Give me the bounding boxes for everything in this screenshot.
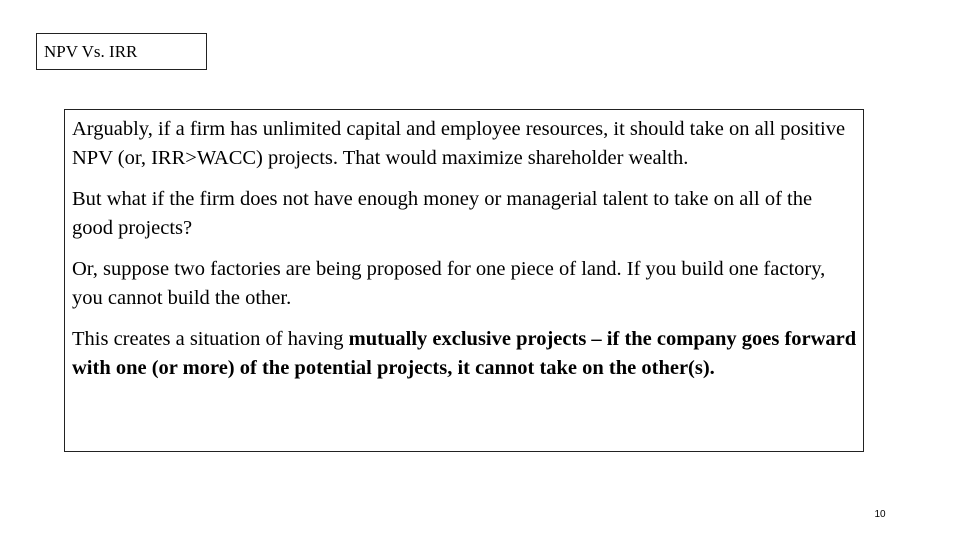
paragraph-factories-example: Or, suppose two factories are being proposed for one piece of land. If you build one factory, you cannot build the other. xyxy=(72,258,826,309)
page-number: 10 xyxy=(874,509,886,520)
slide-title: NPV Vs. IRR xyxy=(44,42,138,61)
paragraph-mutually-exclusive-intro: This creates a situation of having xyxy=(72,328,349,350)
content-text-box xyxy=(64,109,864,452)
paragraph-unlimited-resources: Arguably, if a firm has unlimited capital and employee resources, it should take on all positive NPV (or, IRR>WACC) projects. That would maximize shareholder wealth. xyxy=(72,118,846,169)
paragraph-mutually-exclusive-definition: mutually exclusive projects – if the company goes forward with one (or more) of the potential projects, it cannot take on the other(s). xyxy=(72,328,857,379)
paragraph-limited-resources: But what if the firm does not have enough money or managerial talent to take on all of the good projects? xyxy=(72,188,813,239)
paragraph-mutually-exclusive xyxy=(72,325,857,383)
slide-title-box xyxy=(36,33,207,70)
